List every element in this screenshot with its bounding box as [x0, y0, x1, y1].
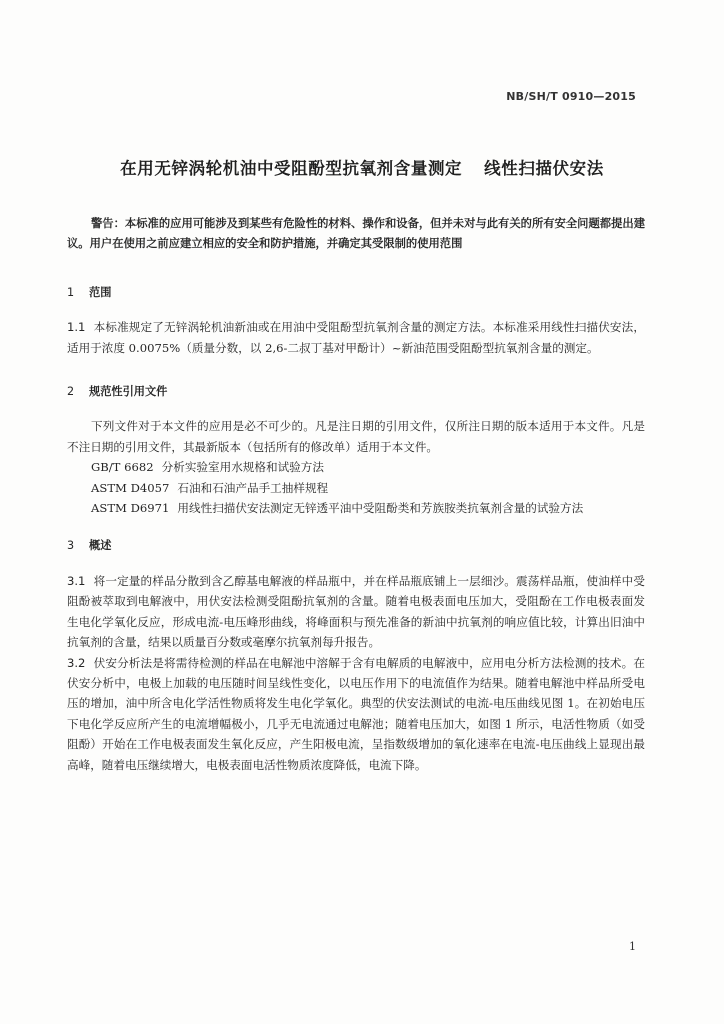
reference-item [67, 478, 645, 498]
document-title [60, 155, 664, 179]
reference-item [67, 457, 645, 477]
reference-code: ASTM D6971 [91, 501, 170, 516]
clause-3-2-number: 3.2 [67, 655, 86, 670]
reference-code: ASTM D4057 [91, 480, 170, 495]
clause-1-1-number: 1.1 [67, 320, 86, 335]
clause-1-1-text: 本标准规定了无锌涡轮机油新油或在用油中受阻酚型抗氧剂含量的测定方法。本标准采用线性扫描伏安法，适用于浓度 0.0075%（质量分数，以 2,6-二叔丁基对甲酚计）~新油范围受阻酚型抗氧剂含量的测定。 [67, 320, 645, 355]
standard-code: NB/SH/T 0910—2015 [506, 90, 636, 103]
section-1-number: 1 [67, 285, 75, 299]
title-main: 在用无锌涡轮机油中受阻酚型抗氧剂含量测定 [120, 159, 463, 178]
section-1-heading [67, 283, 645, 303]
warning-paragraph: 警告：本标准的应用可能涉及到某些有危险性的材料、操作和设备，但并未对与此有关的所有安全问题都提出建议。用户在使用之前应建立相应的安全和防护措施，并确定其受限制的使用范围 [67, 217, 645, 251]
clause-3-2-text: 伏安分析法是将需待检测的样品在电解池中溶解于含有电解质的电解液中，应用电分析方法检测的技术。在伏安分析中，电极上加载的电压随时间呈线性变化，以电压作用下的电流值作为结果。随着电解池中样品所受电压的增加，油中所含电化学活性物质将发生电化学氧化。典型的伏安法测试的电流-电压曲线见图 1。在初始电压下电化学反应所产生的电流增幅极小，几乎无电流通过电解池；随着电压加大，如图 1 所示，电活性物质（如受阻酚）开始在工作电极表面发生氧化反应，产生阳极电流，呈指数级增加的氧化速率在电流-电压曲线上显现出最高峰，随着电压继续增大，电极表面电活性物质浓度降低，电流下降。 [67, 655, 645, 772]
section-2-title: 规范性引用文件 [89, 385, 168, 399]
document-body [67, 214, 645, 775]
title-sub: 线性扫描伏安法 [484, 159, 604, 178]
reference-name: 用线性扫描伏安法测定无锌透平油中受阻酚类和芳族胺类抗氧剂含量的试验方法 [177, 501, 584, 516]
section-3-heading [67, 536, 645, 556]
reference-name: 分析实验室用水规格和试验方法 [161, 460, 324, 475]
clause-3-1-text: 将一定量的样品分散到含乙醇基电解液的样品瓶中，并在样品瓶底铺上一层细沙。震荡样品瓶，使油样中受阻酚被萃取到电解液中，用伏安法检测受阻酚抗氧剂的含量。随着电极表面电压加大，受阻酚在工作电极表面发生电化学氧化反应，形成电流-电压峰形曲线，将峰面积与预先准备的新油中抗氧剂的响应值比较，计算出旧油中抗氧剂的含量，结果以质量百分数或毫摩尔抗氧剂每升报告。 [67, 573, 645, 650]
reference-name: 石油和石油产品手工抽样规程 [177, 480, 329, 495]
section-3-title: 概述 [89, 539, 112, 553]
section-2-heading [67, 382, 645, 402]
section-3-number: 3 [67, 539, 75, 553]
section-1-title: 范围 [89, 285, 112, 299]
page-number: 1 [629, 940, 636, 953]
reference-code: GB/T 6682 [91, 460, 154, 475]
clause-3-2 [67, 653, 645, 775]
clause-1-1 [67, 317, 645, 358]
clause-3-1 [67, 571, 645, 653]
section-2-number: 2 [67, 385, 75, 399]
section-2-intro: 下列文件对于本文件的应用是必不可少的。凡是注日期的引用文件，仅所注日期的版本适用于本文件。凡是不注日期的引用文件，其最新版本（包括所有的修改单）适用于本文件。 [67, 419, 645, 454]
clause-3-1-number: 3.1 [67, 573, 86, 588]
reference-item [67, 498, 645, 518]
